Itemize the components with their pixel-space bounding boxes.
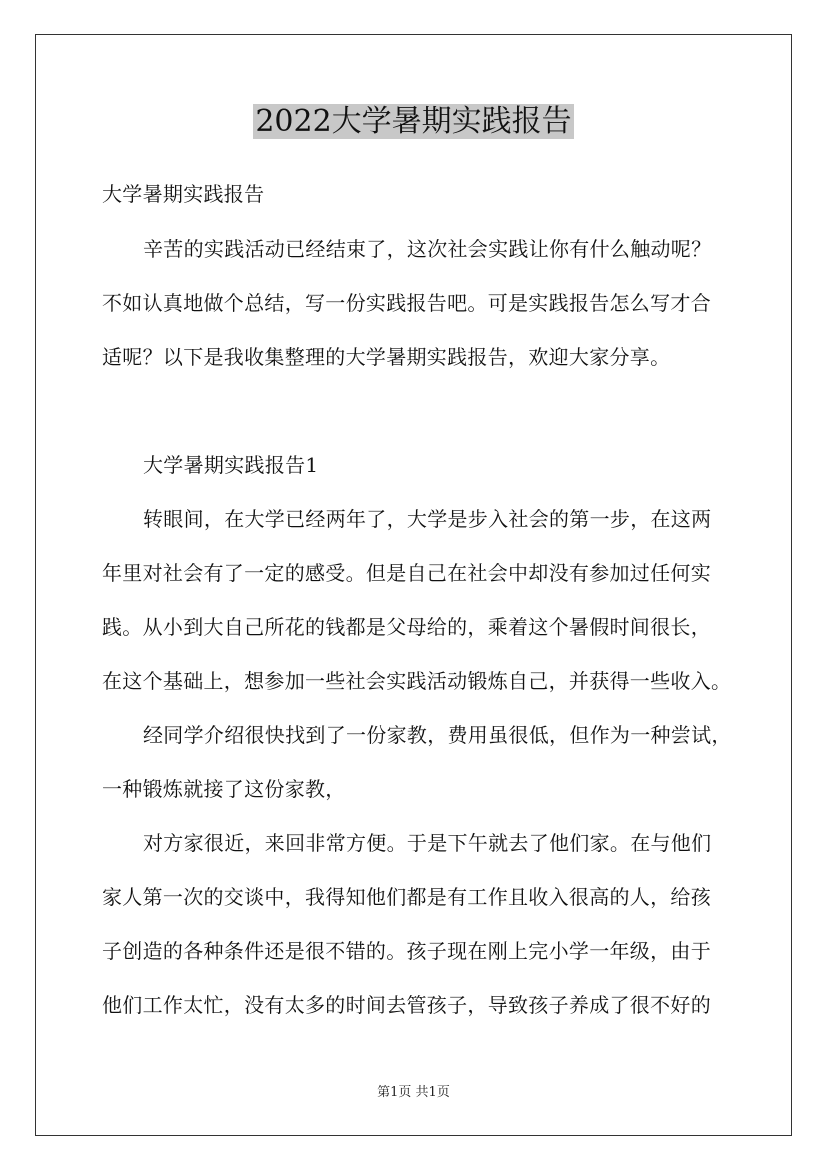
paragraph-line-12: 子创造的各种条件还是很不错的。孩子现在刚上完小学一年级，由于 (102, 939, 711, 963)
paragraph-line-4: 转眼间，在大学已经两年了，大学是步入社会的第一步，在这两 (143, 507, 712, 531)
section-heading: 大学暑期实践报告1 (143, 453, 319, 477)
paragraph-line-5: 年里对社会有了一定的感受。但是自己在社会中却没有参加过任何实 (102, 561, 711, 585)
paragraph-line-1: 辛苦的实践活动已经结束了，这次社会实践让你有什么触动呢？ (143, 237, 712, 261)
paragraph-line-2: 不如认真地做个总结，写一份实践报告吧。可是实践报告怎么写才合 (102, 291, 711, 315)
paragraph-line-10: 对方家很近，来回非常方便。于是下午就去了他们家。在与他们 (143, 831, 712, 855)
document-subtitle: 大学暑期实践报告 (102, 182, 265, 206)
paragraph-line-7: 在这个基础上，想参加一些社会实践活动锻炼自己，并获得一些收入。 (102, 669, 732, 693)
paragraph-line-9: 一种锻炼就接了这份家教， (102, 777, 346, 801)
paragraph-line-13: 他们工作太忙，没有太多的时间去管孩子，导致孩子养成了很不好的 (102, 993, 711, 1017)
paragraph-line-6: 践。从小到大自己所花的钱都是父母给的，乘着这个暑假时间很长， (102, 615, 711, 639)
paragraph-line-11: 家人第一次的交谈中，我得知他们都是有工作且收入很高的人，给孩 (102, 885, 711, 909)
paragraph-line-8: 经同学介绍很快找到了一份家教，费用虽很低，但作为一种尝试， (143, 723, 732, 747)
page-footer: 第1页 共1页 (377, 1085, 450, 1100)
document-title (0, 100, 827, 144)
document-title-text: 2022大学暑期实践报告 (255, 104, 572, 139)
paragraph-line-3: 适呢？以下是我收集整理的大学暑期实践报告，欢迎大家分享。 (102, 345, 671, 369)
